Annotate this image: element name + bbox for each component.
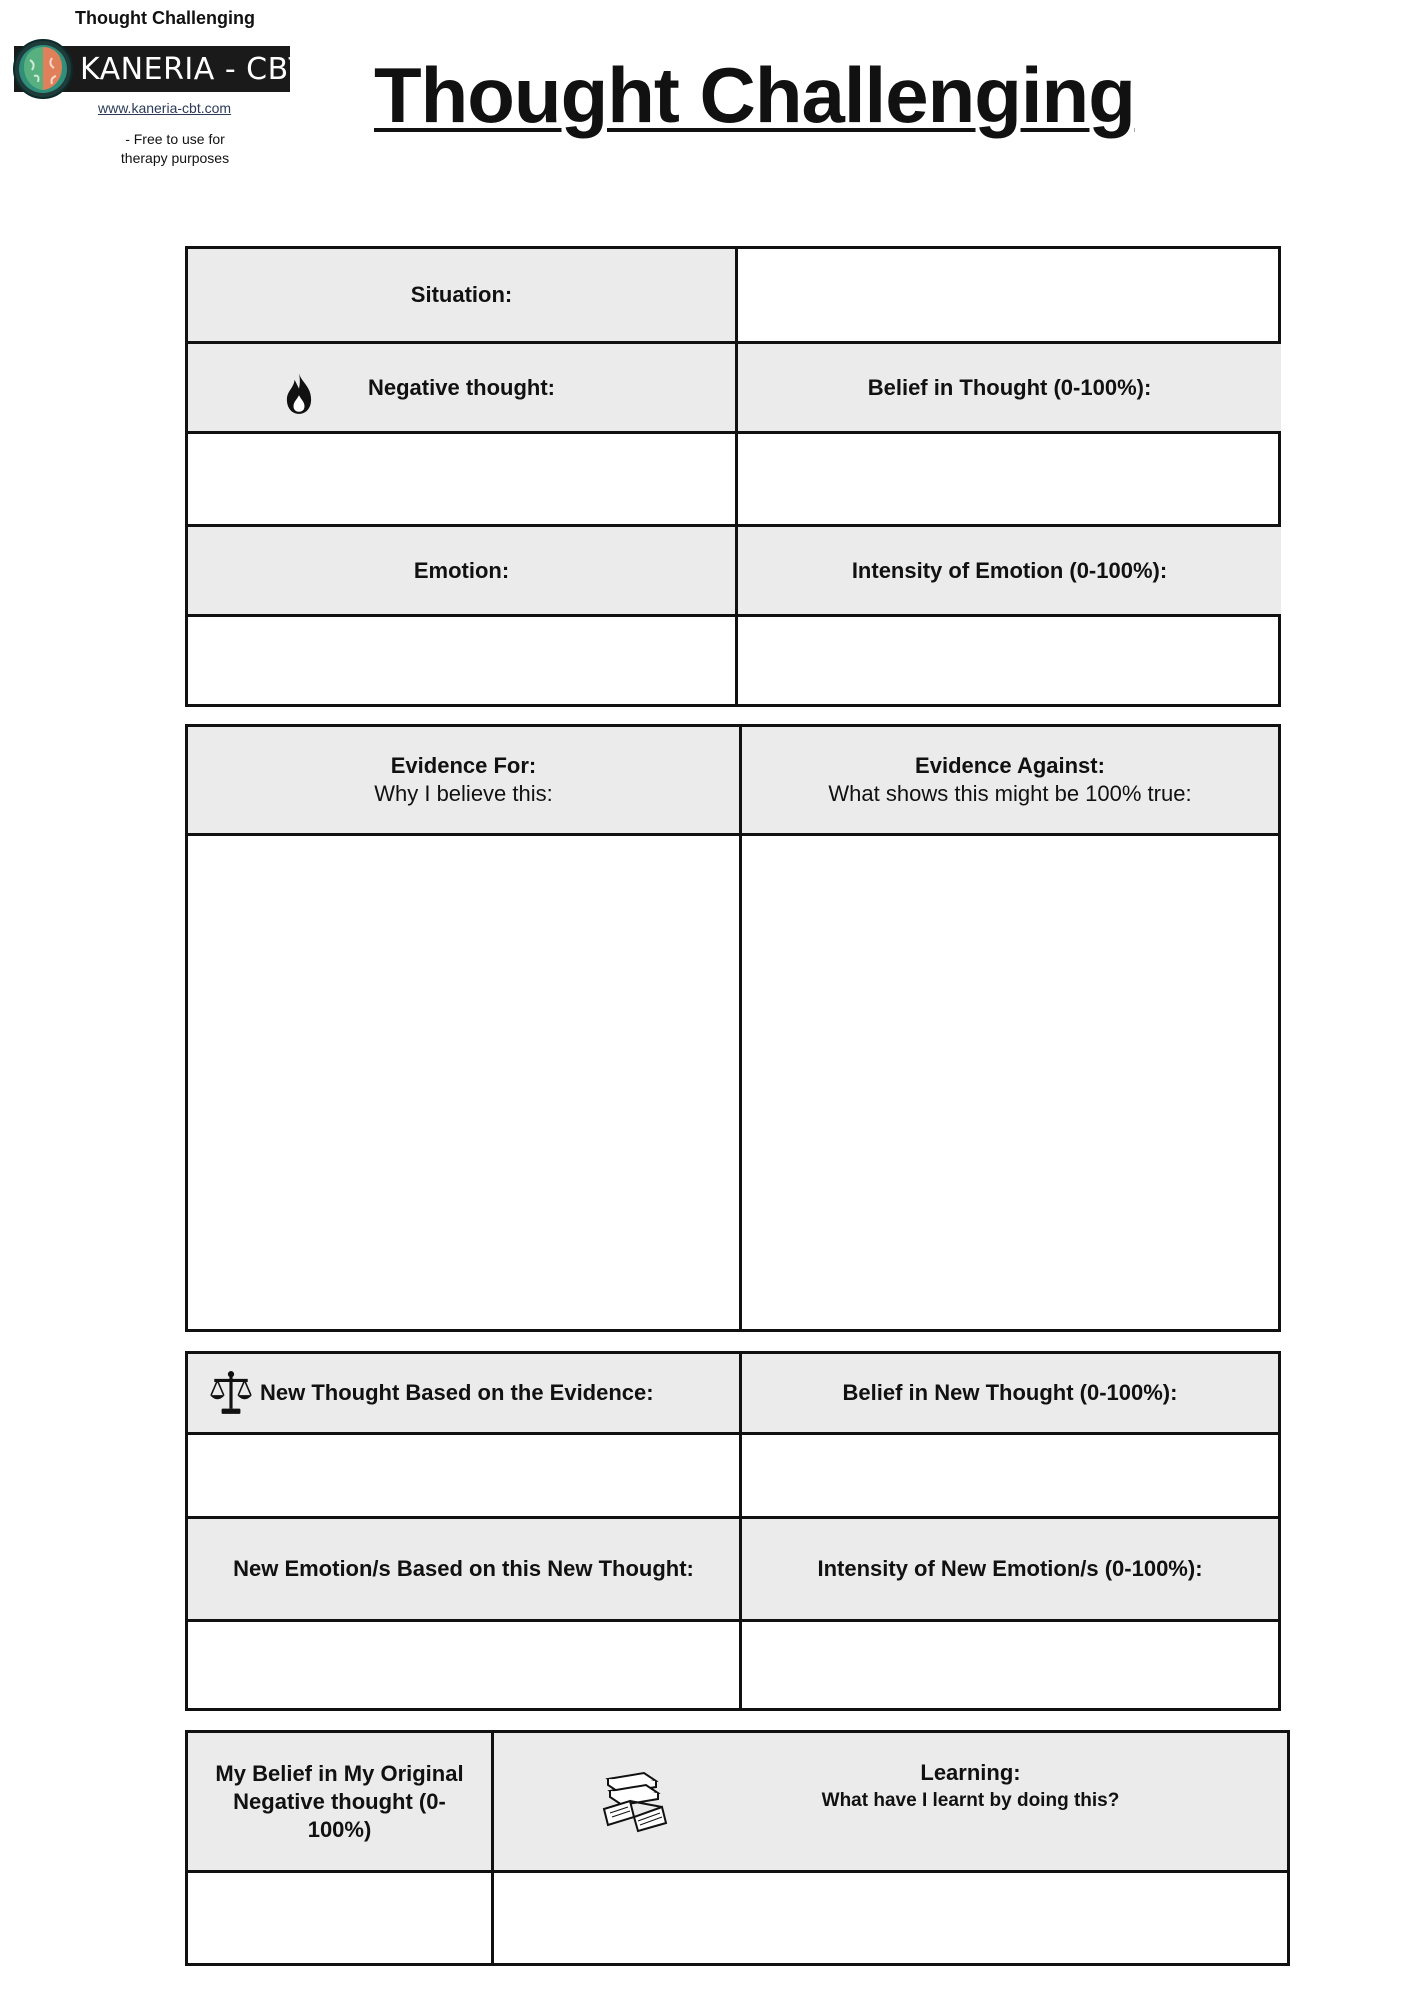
evidence-table [185,724,1281,1332]
negative-thought-input[interactable] [188,434,735,524]
evidence-for-subtitle: Why I believe this: [374,781,553,806]
negative-thought-label-cell [188,344,735,431]
page-title: Thought Challenging [374,51,1135,139]
books-icon [600,1769,670,1833]
situation-label-cell [188,249,735,341]
emotion-input[interactable] [188,617,735,707]
original-belief-label: My Belief in My Original Negative thought (0-100%) [215,1760,464,1842]
evidence-against-input[interactable] [742,836,1278,1329]
brand-name: KANERIA - CBT [80,52,308,87]
scales-icon [210,1370,252,1416]
evidence-against-header [742,727,1278,833]
learning-subtitle: What have I learnt by doing this? [821,1790,1120,1811]
new-emotion-label-cell [188,1519,739,1619]
belief-in-thought-label: Belief in Thought (0-100%): [867,374,1152,400]
brand-url-link[interactable]: www.kaneria-cbt.com [98,100,232,116]
intensity-new-emotion-label-cell [742,1519,1278,1619]
learning-input[interactable] [494,1873,1287,1963]
brand-note: - Free to use for therapy purposes [120,131,230,166]
evidence-for-input[interactable] [188,836,739,1329]
evidence-against-title: Evidence Against: [915,753,1105,778]
original-belief-label-cell [188,1733,491,1870]
emotion-label-cell [188,527,735,614]
intensity-new-emotion-label: Intensity of New Emotion/s (0-100%): [817,1556,1203,1581]
learning-title: Learning: [920,1760,1021,1785]
brain-logo-icon [12,38,74,100]
belief-in-thought-label-cell [738,344,1281,431]
intensity-new-emotion-input[interactable] [742,1622,1278,1708]
emotion-label: Emotion: [413,557,510,583]
belief-new-thought-input[interactable] [742,1435,1278,1516]
fire-icon [282,371,316,415]
intensity-label-cell [738,527,1281,614]
new-thought-input[interactable] [188,1435,739,1516]
new-emotion-label: New Emotion/s Based on this New Thought: [233,1556,694,1581]
intensity-label: Intensity of Emotion (0-100%): [851,557,1168,583]
situation-table [185,246,1281,707]
evidence-for-header [188,727,739,833]
intensity-input[interactable] [738,617,1281,707]
evidence-for-title: Evidence For: [390,753,537,778]
original-belief-input[interactable] [188,1873,491,1963]
belief-new-thought-label-cell [742,1354,1278,1432]
brand-top-label: Thought Challenging [75,8,255,28]
situation-input[interactable] [738,249,1281,341]
belief-new-thought-label: Belief in New Thought (0-100%): [842,1380,1178,1405]
learning-table [185,1730,1290,1966]
negative-thought-label: Negative thought: [368,374,555,400]
evidence-against-subtitle: What shows this might be 100% true: [828,781,1192,806]
new-emotion-input[interactable] [188,1622,739,1708]
situation-label: Situation: [410,282,513,307]
new-thought-label-cell [188,1354,739,1432]
new-thought-label: New Thought Based on the Evidence: [260,1380,654,1405]
belief-in-thought-input[interactable] [738,434,1281,524]
new-thought-table [185,1351,1281,1711]
